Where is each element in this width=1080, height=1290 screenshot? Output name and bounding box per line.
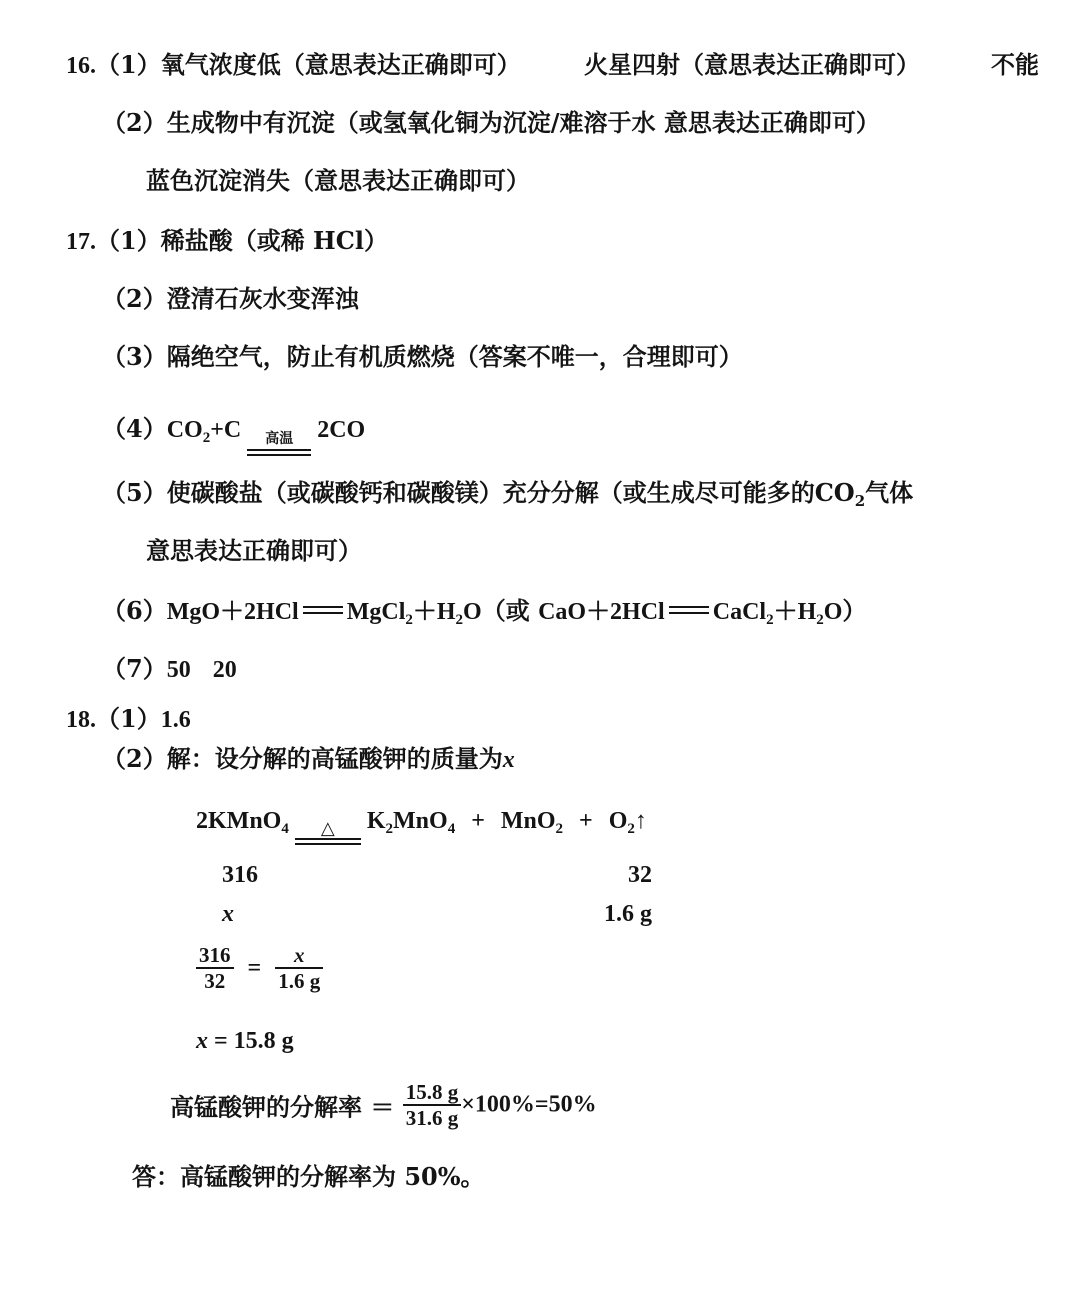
q17-line5 [102,478,913,516]
q17-p7-value1: 50 [166,657,191,683]
q18-line1 [66,704,191,735]
q17-number: 17. [66,229,96,255]
q18-rate [170,1080,597,1130]
q17-p4-rhs: 2CO [317,417,366,443]
q17-p1-text: 稀盐酸（或稀 HCl） [160,226,388,255]
q17-p4-lhs: $CO_2+C$ [166,417,242,446]
q17-p1-tag: （1） [96,226,161,255]
q18-p1-tag: （1） [96,704,161,733]
q18-reaction [196,806,647,845]
reaction-bar [295,838,361,845]
ratio-right: $\frac{x}{1.6 g}$ [275,943,323,993]
q18-p2-var: x [502,747,515,773]
q17-p4-condition-text: 高温 [265,431,294,447]
q17-line7 [102,654,237,685]
equals-bar [669,606,709,614]
product-2: MnO$_2$ [500,808,564,837]
plus-sign: + [579,808,593,834]
q17-p4-tag: （4） [102,414,167,443]
ratio-left: $\frac{316}{32}$ [196,943,234,993]
reactant: 2KMnO$_4$ [196,808,289,837]
q18-result: x = 15.8 g [196,1028,294,1054]
q18-ratio [196,943,323,993]
q17-p6-eq2: CaO＋2HCl $CaCl_2+H_2O$ [538,599,843,628]
q18-p1-value: 1.6 [160,707,191,733]
q16-p1-answer2: 火星四射（意思表达正确即可） [584,50,920,79]
q16-p1-tag: （1） [96,50,161,79]
q17-line3 [102,342,743,372]
q17-p3-text: 隔绝空气，防止有机质燃烧（答案不唯一，合理即可） [166,342,743,371]
q17-p6-eq1: MgO＋2HCl $MgCl_2+H_2O$ [166,599,482,628]
rate-label: 高锰酸钾的分解率 ＝ [170,1092,395,1122]
gas-arrow-icon: ↑ [634,808,647,834]
q17-p4-condition [247,431,311,456]
q17-line2 [102,284,359,314]
reaction-condition [295,820,361,845]
rate-tail: ×100%=50% [461,1091,597,1118]
q17-p6-tag: （6） [102,596,167,625]
q17-p7-value2: 20 [212,657,237,683]
q18-line2 [102,744,515,775]
q18-mass-left: 316 [222,862,258,888]
equals-bar [303,606,343,614]
product-1: $K_2MnO_4$ [366,808,456,837]
q18-unknown-left: x [222,901,234,927]
q16-p1-answer1: 氧气浓度低（意思表达正确即可） [160,50,521,79]
q18-answer: 答：高锰酸钾的分解率为 50%。 [132,1162,485,1191]
q16-line2 [102,108,880,138]
q17-p5-text: 使碳酸盐（或碳酸钙和碳酸镁）充分分解（或生成尽可能多的$CO_2$气体 [166,478,914,510]
q17-p6-alt-close: ） [842,596,867,625]
q17-p7-tag: （7） [102,654,167,683]
q16-p2-answer1: 生成物中有沉淀（或氢氧化铜为沉淀/难溶于水 意思表达正确即可） [166,108,880,137]
heat-triangle-icon: △ [320,818,335,838]
q16-line1 [66,50,521,81]
q17-p3-tag: （3） [102,342,167,371]
q18-p2-tag: （2） [102,744,167,773]
q18-mass-right: 32 [628,862,652,888]
q17-line6 [102,596,866,635]
plus-sign: + [471,808,485,834]
product-3: $O_2↑$ [608,808,647,837]
q18-unknown-right: 1.6 g [604,901,652,927]
q17-p5-tag: （5） [102,478,167,507]
q16-number: 16. [66,53,96,79]
q17-p2-text: 澄清石灰水变浑浊 [166,284,359,313]
rate-fraction: $\frac{15.8 g}{31.6 g}$ [403,1080,462,1130]
q17-p5-line2: 意思表达正确即可） [146,536,362,565]
q16-p2-tag: （2） [102,108,167,137]
q16-p2-answer2: 蓝色沉淀消失（意思表达正确即可） [146,166,530,195]
q18-p2-intro: 解：设分解的高锰酸钾的质量为 [166,744,503,773]
ratio-equals: = [247,954,262,981]
q18-number: 18. [66,707,96,733]
q17-p2-tag: （2） [102,284,167,313]
q17-line4 [102,414,365,456]
q17-p6-alt-open: （或 [481,596,539,625]
reaction-bar [247,449,311,456]
q17-line1 [66,226,388,257]
q16-p1-answer3: 不能 [991,50,1039,79]
